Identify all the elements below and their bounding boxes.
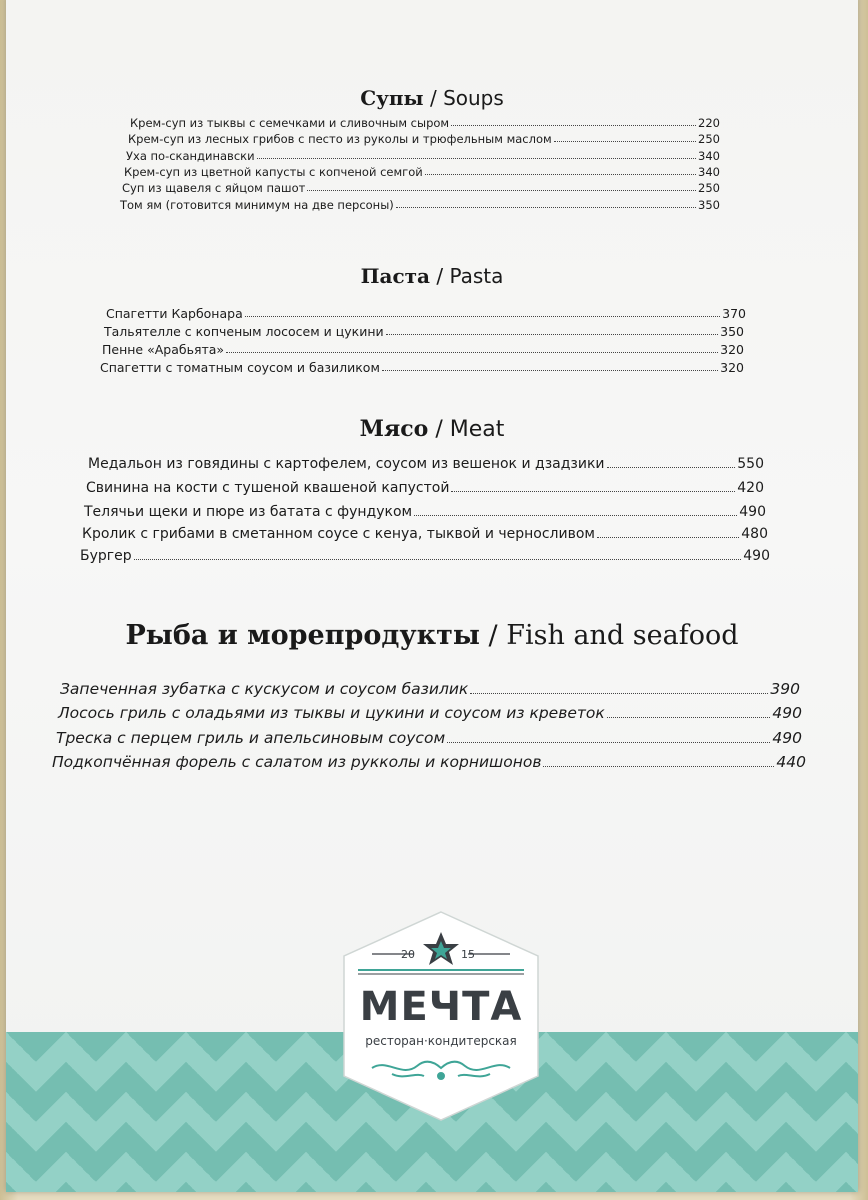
dish-name: Крем-суп из тыквы с семечками и сливочным сыром bbox=[130, 116, 450, 130]
menu-item bbox=[130, 116, 720, 130]
dot-leader bbox=[451, 490, 735, 492]
dot-leader bbox=[607, 716, 771, 718]
section-title-meat bbox=[6, 416, 858, 442]
section-title-ru: Мясо bbox=[359, 416, 429, 442]
section-title-en: Fish and seafood bbox=[506, 620, 739, 651]
menu-item bbox=[52, 753, 806, 771]
dish-price: 250 bbox=[698, 132, 720, 146]
dish-price: 320 bbox=[720, 360, 744, 375]
dish-name: Том ям (готовится минимум на две персоны) bbox=[120, 198, 394, 212]
dish-name: Запеченная зубатка с кускусом и соусом базилик bbox=[60, 680, 469, 698]
section-title-ru: Паста bbox=[360, 264, 430, 288]
menu-item bbox=[56, 729, 802, 747]
dish-name: Крем-суп из цветной капусты с копченой семгой bbox=[124, 165, 423, 179]
section-title-separator: / bbox=[436, 264, 444, 288]
menu-item bbox=[84, 504, 766, 520]
dot-leader bbox=[597, 536, 739, 538]
menu-item bbox=[124, 165, 720, 179]
dot-leader bbox=[470, 692, 768, 694]
section-title-fish bbox=[6, 620, 858, 651]
dot-leader bbox=[396, 206, 696, 208]
section-title-en: Soups bbox=[443, 86, 504, 110]
menu-item bbox=[80, 548, 770, 564]
menu-item bbox=[58, 704, 802, 722]
dish-name: Суп из щавеля с яйцом пашот bbox=[122, 181, 306, 195]
section-title-en: Pasta bbox=[449, 264, 504, 288]
dot-leader bbox=[554, 140, 696, 142]
dot-leader bbox=[425, 173, 696, 175]
menu-item bbox=[128, 132, 720, 146]
dot-leader bbox=[307, 189, 696, 191]
logo-year-right: 15 bbox=[461, 948, 475, 961]
dish-price: 490 bbox=[772, 704, 802, 722]
dish-name: Спагетти с томатным соусом и базиликом bbox=[100, 360, 380, 375]
menu-item bbox=[86, 480, 764, 496]
menu-item bbox=[126, 149, 720, 163]
menu-item bbox=[104, 324, 744, 339]
menu-item bbox=[88, 456, 764, 472]
section-title-pasta bbox=[6, 264, 858, 288]
dish-price: 490 bbox=[772, 729, 802, 747]
dish-price: 370 bbox=[722, 306, 746, 321]
dish-name: Медальон из говядины с картофелем, соусом из вешенок и дзадзики bbox=[88, 456, 605, 472]
dish-name: Бургер bbox=[80, 548, 132, 564]
section-title-separator: / bbox=[488, 620, 498, 651]
dish-name: Подкопчённая форель с салатом из рукколы и корнишонов bbox=[52, 753, 542, 771]
section-title-en: Meat bbox=[449, 417, 505, 442]
dish-name: Пенне «Арабьята» bbox=[102, 342, 225, 357]
menu-item bbox=[82, 526, 768, 542]
dish-price: 420 bbox=[737, 480, 764, 496]
menu-item bbox=[100, 360, 744, 375]
dot-leader bbox=[245, 315, 720, 317]
dot-leader bbox=[607, 466, 736, 468]
dot-leader bbox=[134, 558, 742, 560]
dish-name: Треска с перцем гриль и апельсиновым соусом bbox=[56, 729, 446, 747]
dish-price: 490 bbox=[739, 504, 766, 520]
dish-name: Лосось гриль с оладьями из тыквы и цукини и соусом из креветок bbox=[58, 704, 605, 722]
dish-price: 350 bbox=[698, 198, 720, 212]
dot-leader bbox=[257, 157, 696, 159]
dish-name: Свинина на кости с тушеной квашеной капустой bbox=[86, 480, 450, 496]
dot-leader bbox=[226, 351, 718, 353]
dot-leader bbox=[414, 514, 737, 516]
dot-leader bbox=[382, 369, 718, 371]
dish-price: 480 bbox=[741, 526, 768, 542]
dish-price: 320 bbox=[720, 342, 744, 357]
restaurant-logo bbox=[332, 908, 550, 1124]
menu-item bbox=[120, 198, 720, 212]
dish-name: Кролик с грибами в сметанном соусе с кенуа, тыквой и черносливом bbox=[82, 526, 595, 542]
dish-price: 250 bbox=[698, 181, 720, 195]
dish-price: 340 bbox=[698, 165, 720, 179]
dish-price: 490 bbox=[743, 548, 770, 564]
section-title-ru: Супы bbox=[360, 86, 424, 110]
dish-price: 350 bbox=[720, 324, 744, 339]
menu-item bbox=[60, 680, 800, 698]
menu-item bbox=[122, 181, 720, 195]
dish-price: 390 bbox=[770, 680, 800, 698]
section-title-separator: / bbox=[429, 86, 437, 110]
dot-leader bbox=[447, 741, 770, 743]
menu-item bbox=[102, 342, 744, 357]
dot-leader bbox=[386, 333, 719, 335]
dot-leader bbox=[543, 765, 774, 767]
logo-tagline: ресторан·кондитерская bbox=[365, 1034, 517, 1048]
dish-price: 440 bbox=[776, 753, 806, 771]
dish-price: 550 bbox=[737, 456, 764, 472]
section-title-separator: / bbox=[435, 417, 443, 442]
section-title-ru: Рыба и морепродукты bbox=[125, 620, 480, 651]
dish-price: 340 bbox=[698, 149, 720, 163]
logo-name: МЕЧТА bbox=[359, 984, 523, 1030]
dish-name: Тальятелле с копченым лососем и цукини bbox=[104, 324, 384, 339]
dish-name: Спагетти Карбонара bbox=[106, 306, 243, 321]
dot-leader bbox=[451, 124, 696, 126]
dish-name: Крем-суп из лесных грибов с песто из руколы и трюфельным маслом bbox=[128, 132, 552, 146]
dish-name: Уха по-скандинавски bbox=[126, 149, 255, 163]
menu-page bbox=[6, 0, 858, 1192]
dish-name: Телячьи щеки и пюре из батата с фундуком bbox=[84, 504, 413, 520]
section-title-soups bbox=[6, 86, 858, 110]
dish-price: 220 bbox=[698, 116, 720, 130]
menu-item bbox=[106, 306, 746, 321]
logo-year-left: 20 bbox=[401, 948, 415, 961]
